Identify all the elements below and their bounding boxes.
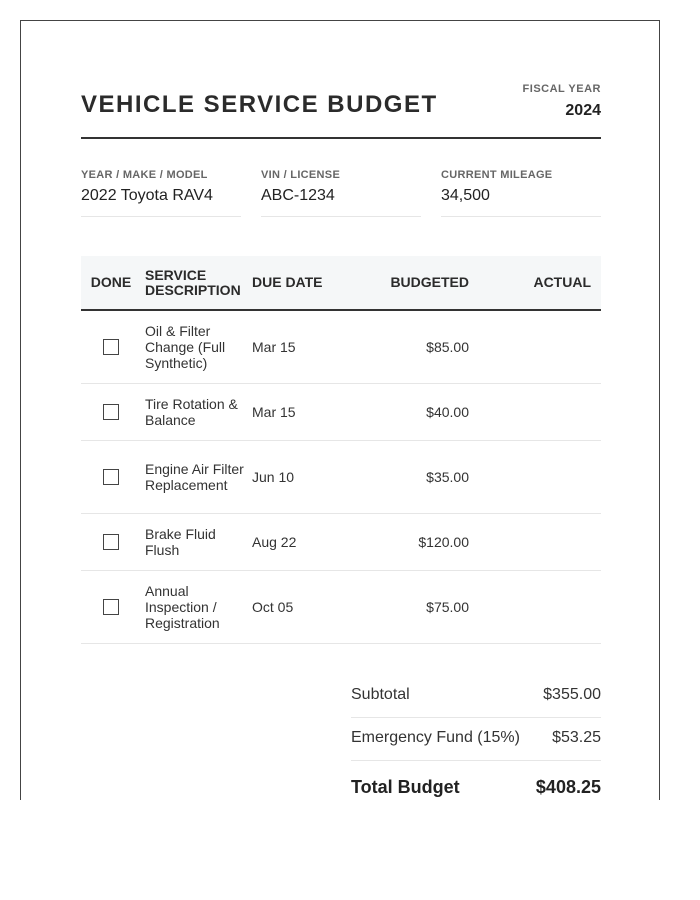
due-date: Jun 10 [248,440,348,513]
emergency-fund-row [351,718,601,761]
budgeted-amount: $40.00 [348,383,493,440]
budgeted-amount: $120.00 [348,513,493,570]
service-description: Engine Air Filter Replacement [141,440,248,513]
actual-amount[interactable] [493,440,601,513]
budgeted-amount: $35.00 [348,440,493,513]
budgeted-amount: $75.00 [348,570,493,643]
table-row [81,383,601,440]
done-checkbox[interactable] [103,339,119,355]
column-header-due-date: DUE DATE [248,256,348,310]
budget-sheet [20,20,660,800]
due-date: Aug 22 [248,513,348,570]
actual-amount[interactable] [493,513,601,570]
budgeted-amount: $85.00 [348,310,493,383]
actual-amount[interactable] [493,383,601,440]
total-budget-value: $408.25 [535,777,601,797]
table-row [81,440,601,513]
fiscal-year-value: 2024 [565,102,601,119]
service-description: Tire Rotation & Balance [141,383,248,440]
current-mileage-value: 34,500 [441,187,490,204]
due-date: Mar 15 [248,310,348,383]
subtotal-row [351,675,601,718]
document-header [81,21,601,139]
totals-summary [351,675,601,811]
total-budget-row [351,761,601,811]
due-date: Mar 15 [248,383,348,440]
table-header-row [81,256,601,310]
subtotal-value: $355.00 [543,686,601,703]
service-description: Annual Inspection / Registration [141,570,248,643]
done-cell [81,513,141,570]
emergency-fund-value: $53.25 [552,729,601,746]
total-budget-label: Total Budget [351,777,460,797]
current-mileage-label: CURRENT MILEAGE [441,169,553,181]
vin-license-value: ABC-1234 [261,187,335,204]
table-row [81,513,601,570]
fiscal-year-label: FISCAL YEAR [522,83,601,95]
done-checkbox[interactable] [103,469,119,485]
vehicle-model-label: YEAR / MAKE / MODEL [81,169,208,181]
column-header-done: DONE [81,256,141,310]
done-checkbox[interactable] [103,534,119,550]
vehicle-model-value: 2022 Toyota RAV4 [81,187,213,204]
current-mileage-field [441,169,601,217]
table-row [81,570,601,643]
emergency-fund-label: Emergency Fund (15%) [351,729,520,746]
column-header-actual: ACTUAL [493,256,601,310]
service-description: Brake Fluid Flush [141,513,248,570]
column-header-budgeted: BUDGETED [348,256,493,310]
due-date: Oct 05 [248,570,348,643]
subtotal-label: Subtotal [351,686,410,703]
service-description: Oil & Filter Change (Full Synthetic) [141,310,248,383]
service-table [81,256,601,644]
actual-amount[interactable] [493,310,601,383]
vehicle-model-field [81,169,241,217]
done-cell [81,570,141,643]
done-checkbox[interactable] [103,599,119,615]
page-title: VEHICLE SERVICE BUDGET [81,91,438,118]
table-row [81,310,601,383]
done-cell [81,310,141,383]
done-cell [81,383,141,440]
column-header-description: SERVICE DESCRIPTION [141,256,248,310]
actual-amount[interactable] [493,570,601,643]
vin-license-field [261,169,421,217]
done-checkbox[interactable] [103,404,119,420]
done-cell [81,440,141,513]
vin-license-label: VIN / LICENSE [261,169,341,181]
